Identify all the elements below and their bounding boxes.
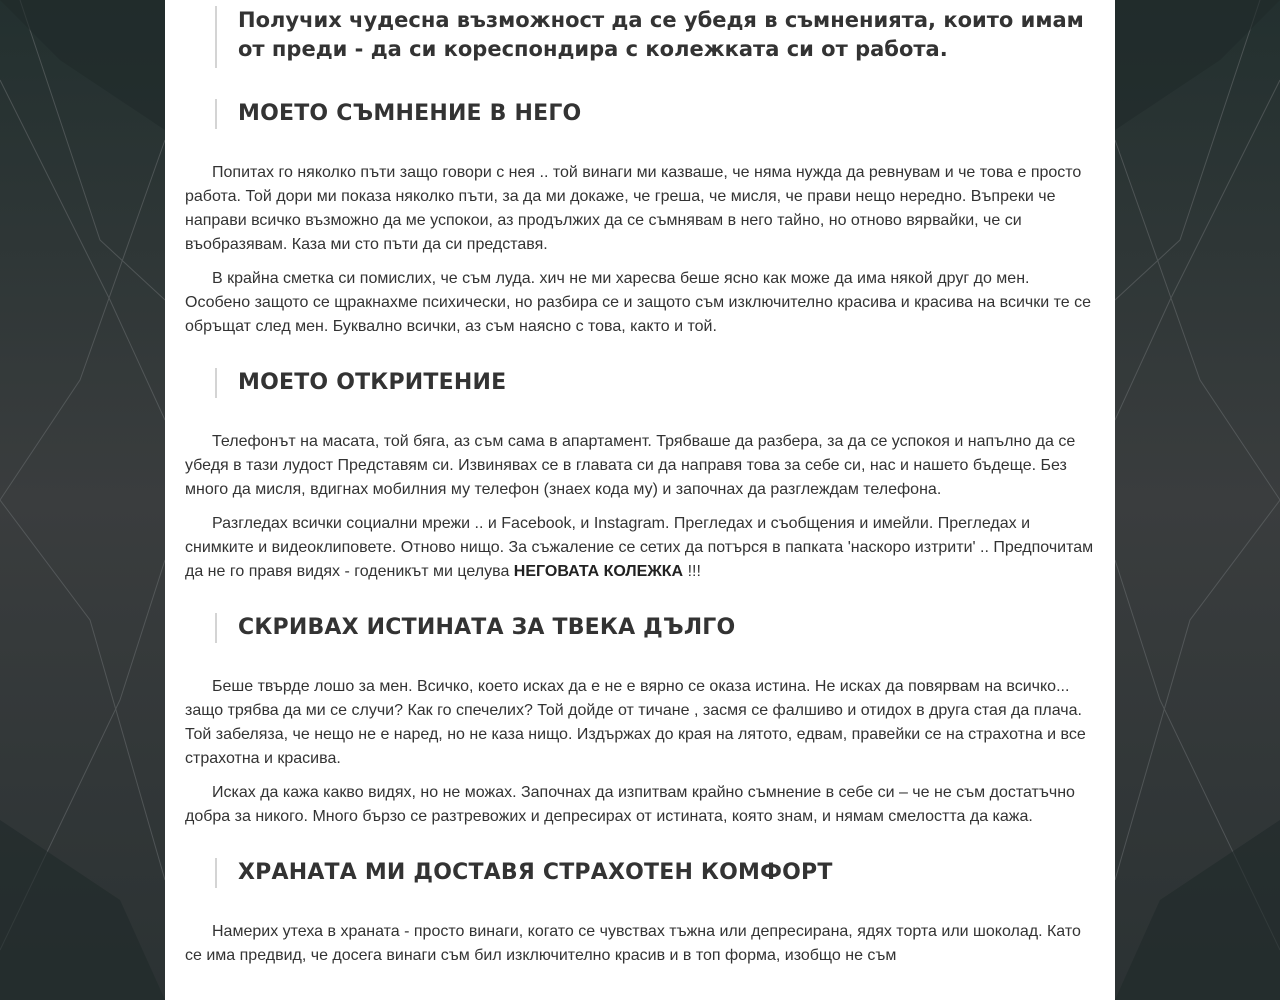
section-body-food-comfort — [185, 920, 1095, 968]
paragraph: Телефонът на масата, той бяга, аз съм сама в апартамент. Трябваше да разбера, за да се успокоя и напълно да се убедя в тази лудост Представям си. Извинявах се в главата си да направя това за себе си, нас и нашето бъдеще. Без много да мисля, вдигнах мобилния му телефон (знаех кода му) и започнах да разглеждам телефона. — [185, 433, 1076, 498]
section-title-discovery: МОЕТО ОТКРИТЕНИЕ — [215, 368, 1095, 398]
article-lead: Получих чудесна възможност да се убедя в съмненията, които имам от преди - да си кореспондира с колежката си от работа. — [215, 6, 1095, 68]
emphasis-text: НЕГОВАТА КОЛЕЖКА — [513, 563, 684, 580]
paragraph: Беше твърде лошо за мен. Всичко, което исках да е не е вярно се оказа истина. Не исках да повярвам на всичко... защо трябва да ми се случи? Как го спечелих? Той дойде от тичане , засмя се фалшиво и отидох в друга стая да плача. Той забеляза, че нещо не е наред, но не каза нищо. Издържах до края на лятото, едвам, правейки се на страхотна и все страхотна и красива. — [185, 678, 1086, 767]
article-content — [165, 6, 1115, 968]
section-title-doubt: МОЕТО СЪМНЕНИЕ В НЕГО — [215, 99, 1095, 129]
article-page — [165, 0, 1115, 1000]
section-body-doubt — [185, 161, 1095, 339]
paragraph — [185, 512, 1095, 584]
paragraph: Намерих утеха в храната - просто винаги, когато се чувствах тъжна или депресирана, ядях торта или шоколад. Като се има предвид, че досега винаги съм бил изключително красив и в топ форма, изобщо не съм — [185, 923, 1081, 964]
paragraph: В крайна сметка си помислих, че съм луда. хич не ми харесва беше ясно как може да има някой друг до мен. Особено защото се щракнахме психически, но разбира се и защото съм изключително красива и красива на всички те се обръщат след мен. Буквално всички, аз съм наясно с това, както и той. — [185, 270, 1092, 335]
section-title-hiding-truth: СКРИВАХ ИСТИНАТА ЗА ТВЕКА ДЪЛГО — [215, 613, 1095, 643]
emphasis-tail: !!! — [687, 563, 701, 580]
paragraph: Исках да кажа какво видях, но не можах. Започнах да изпитвам крайно съмнение в себе си – че не съм достатъчно добра за никого. Много бързо се разтревожих и депресирах от истината, която знам, и нямам смелостта да кажа. — [185, 784, 1075, 825]
section-body-hiding-truth — [185, 675, 1095, 829]
paragraph-text: Разгледах всички социални мрежи .. и Facebook, и Instagram. Прегледах и съобщения и имейли. Прегледах и снимките и видеоклиповете. Отново нищо. За съжаление се сетих да потърся в папката 'наскоро изтрити' .. Предпочитам да не го правя видях - годеникът ми целува — [185, 515, 1094, 580]
section-title-food-comfort: ХРАНАТА МИ ДОСТАВЯ СТРАХОТЕН КОМФОРТ — [215, 858, 1095, 888]
section-body-discovery — [185, 430, 1095, 584]
paragraph: Попитах го няколко пъти защо говори с нея .. той винаги ми казваше, че няма нужда да ревнувам и че това е просто работа. Той дори ми показа няколко пъти, за да ми докаже, че греша, че мисля, че прави нещо нередно. Въпреки че направи всичко възможно да ме успокои, аз продължих да се съмнявам в него тайно, но отново вярвайки, че си въобразявам. Каза ми сто пъти да си представя. — [185, 164, 1082, 253]
